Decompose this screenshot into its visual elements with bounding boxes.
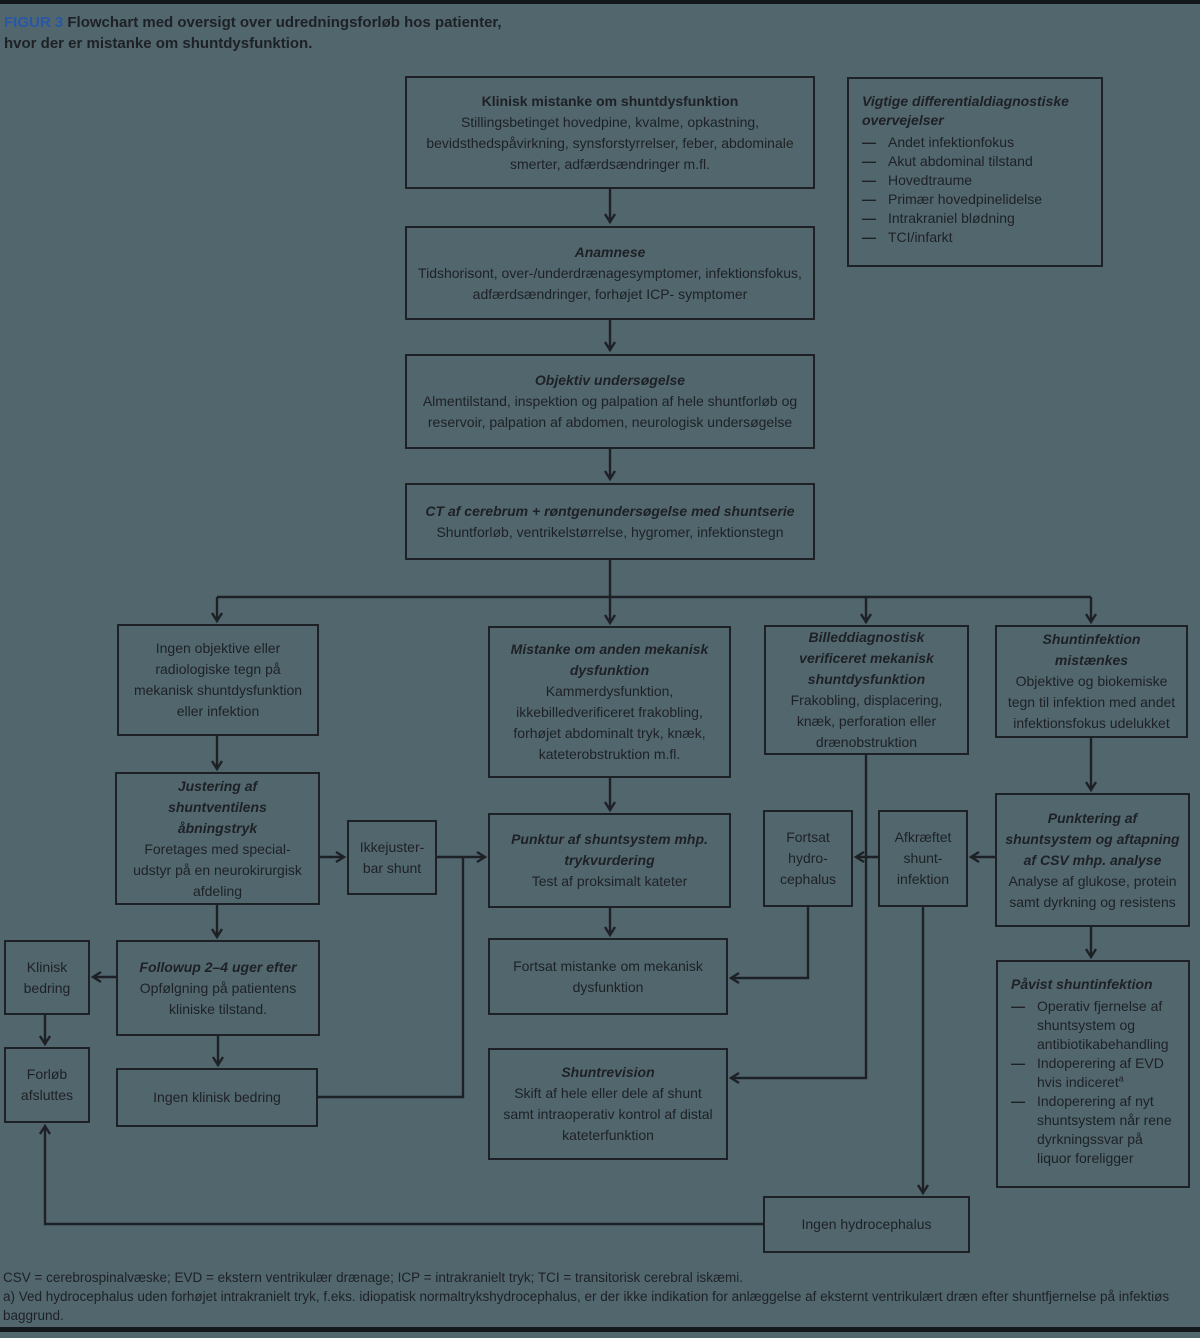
node-ikkejusterbar-shunt <box>347 820 437 895</box>
node-anamnese <box>405 226 815 320</box>
node-title: Påvist shuntinfektion <box>1011 976 1153 992</box>
node-title: Punktering af shuntsystem og aftapning af CSV mhp. analyse <box>1005 809 1180 868</box>
list-item: — Intrakraniel blødning <box>862 210 1015 226</box>
node-body: Ingen objektive eller radiologiske tegn på mekanisk shuntdysfunktion eller infektion <box>133 640 303 719</box>
dash-bullet: — <box>1011 1093 1025 1109</box>
figure-tag: FIGUR 3 <box>4 14 64 31</box>
node-klinisk-bedring <box>4 940 90 1015</box>
node-ingen-hydrocephalus <box>763 1196 970 1253</box>
node-shuntinfektion-mistaenkes <box>995 625 1188 738</box>
node-billeddiagnostisk-verificeret <box>764 625 969 755</box>
node-body: Fortsat hydro-cephalus <box>779 829 837 887</box>
node-paavist-shuntinfektion <box>996 960 1190 1188</box>
node-title: Vigtige differentialdiagnostiske overvejelser <box>862 93 1069 128</box>
node-title: Followup 2–4 uger efter <box>139 958 297 975</box>
node-title: Shuntrevision <box>561 1064 655 1080</box>
node-ct-cerebrum <box>405 483 815 560</box>
list-item: — Andet infektionfokus <box>862 134 1015 150</box>
abbreviation-legend: CSV = cerebrospinalvæske; EVD = ekstern ventrikulær drænage; ICP = intrakranielt tryk; TCI = transitorisk cerebral iskæmi. <box>3 1270 744 1285</box>
figure-footer <box>3 1268 1197 1325</box>
node-body: Skift af hele eller dele af shunt samt intraoperativ kontrol af distal kateterfunktion <box>503 1085 713 1143</box>
node-body: Tidshorisont, over-/underdrænagesymptomer, infektionsfokus, adfærdsændringer, forhøjet ICP- symptomer <box>418 264 802 302</box>
node-klinisk-mistanke <box>405 76 815 189</box>
node-body: Analyse af glukose, protein samt dyrkning og resistens <box>1008 872 1177 910</box>
node-objektiv-undersogelse <box>405 354 815 449</box>
node-body: Kammerdysfunktion, ikkebilledverificeret frakobling, forhøjet abdominalt tryk, knæk, kateterobstruktion m.fl. <box>513 683 706 762</box>
node-body: Shuntforløb, ventrikelstørrelse, hygromer, infektionstegn <box>436 523 784 540</box>
list-item: — Akut abdominal tilstand <box>862 153 1033 169</box>
dash-bullet: — <box>862 191 876 207</box>
node-fortsat-mistanke <box>488 938 728 1015</box>
node-title: Punktur af shuntsystem mhp. trykvurdering <box>511 831 708 868</box>
node-title: Klinisk mistanke om shuntdysfunktion <box>481 92 739 109</box>
dash-bullet: — <box>862 229 876 245</box>
node-differentialdiagnoser <box>847 77 1103 267</box>
node-body: Stillingsbetinget hovedpine, kvalme, opkastning, bevidsthedspåvirkning, synsforstyrrelser, feber, abdominale smerter, adfærdsændringer m.fl. <box>426 113 794 172</box>
bottom-rule <box>0 1327 1200 1332</box>
node-body: Ikkejuster-bar shunt <box>359 838 425 876</box>
dash-bullet: — <box>1011 998 1025 1014</box>
node-title: Mistanke om anden mekanisk dysfunktion <box>510 641 709 678</box>
node-title: CT af cerebrum + røntgenundersøgelse med shuntserie <box>425 502 795 519</box>
node-body: Forløb afsluttes <box>20 1066 74 1103</box>
node-ingen-klinisk-bedring <box>116 1068 318 1127</box>
flow-connector <box>731 755 866 1078</box>
node-afkraeftet-shuntinfektion <box>878 810 968 907</box>
dash-bullet: — <box>862 153 876 169</box>
dash-bullet: — <box>862 210 876 226</box>
footnote-marker: a <box>1118 1073 1124 1084</box>
list-item: — Primær hovedpinelidelse <box>862 191 1043 207</box>
node-body: Klinisk bedring <box>23 958 71 996</box>
node-forlob-afsluttes <box>4 1047 90 1123</box>
node-title: Objektiv undersøgelse <box>534 372 686 388</box>
node-punktering-shuntsystem <box>995 793 1190 927</box>
node-title: Shuntinfektion mistænkes <box>1042 631 1141 668</box>
node-followup <box>116 940 320 1036</box>
node-body: Frakobling, displacering, knæk, perforation eller drænobstruktion <box>790 692 943 750</box>
node-justering-aabningstryk <box>115 772 320 905</box>
list-item: — Operativ fjernelse af shuntsystem og antibiotikabehandling <box>1011 998 1169 1052</box>
node-shuntrevision <box>488 1048 728 1160</box>
list-item: — TCI/infarkt <box>862 229 953 245</box>
dash-bullet: — <box>862 172 876 188</box>
node-body: Afkræftet shunt-infektion <box>894 829 952 887</box>
node-body: Fortsat mistanke om mekanisk dysfunktion <box>513 957 703 995</box>
node-body: Opfølgning på patientens kliniske tilstand. <box>139 979 297 1017</box>
figure-title-text: Flowchart med oversigt over udredningsforløb hos patienter, hvor der er mistanke om shuntdysfunktion. <box>4 14 502 52</box>
node-body: Foretages med special-udstyr på en neurokirurgisk afdeling <box>133 840 302 899</box>
node-body: Objektive og biokemiske tegn til infektion med andet infektionsfokus udelukket <box>1007 673 1176 731</box>
node-body: Ingen klinisk bedring <box>153 1089 281 1105</box>
dash-bullet: — <box>1011 1055 1025 1071</box>
node-punktur-shuntsystem <box>488 813 731 908</box>
list-item: — Indoperering af nyt shuntsystem når rene dyrkningssvar på liquor foreligger <box>1011 1093 1172 1166</box>
node-title: Billeddiagnostisk verificeret mekanisk shuntdysfunktion <box>799 629 934 687</box>
footnote-a: a) Ved hydrocephalus uden forhøjet intrakranielt tryk, f.eks. idiopatisk normaltrykshydrocephalus, er der ikke indikation for anlæggelse af eksternt ventrikulært dræn efter shuntfjernelse på infektiøs baggrund. <box>3 1289 1170 1323</box>
node-title: Justering af shuntventilens åbningstryk <box>168 777 267 836</box>
node-body: Almentilstand, inspektion og palpation af hele shuntforløb og reservoir, palpation af abdomen, neurologisk undersøgelse <box>422 393 798 430</box>
dash-bullet: — <box>862 134 876 150</box>
node-anden-mekanisk-dysfunktion <box>488 626 731 778</box>
node-body: Test af proksimalt kateter <box>531 873 688 889</box>
node-fortsat-hydrocephalus <box>763 810 853 907</box>
node-ingen-tegn <box>117 624 319 736</box>
node-body: Ingen hydrocephalus <box>801 1216 932 1232</box>
node-title: Anamnese <box>574 243 646 260</box>
flow-connector <box>731 907 808 978</box>
list-item: — Indoperering af EVD hvis indiceret$^a$ <box>1011 1055 1164 1090</box>
list-item: — Hovedtraume <box>862 172 973 188</box>
